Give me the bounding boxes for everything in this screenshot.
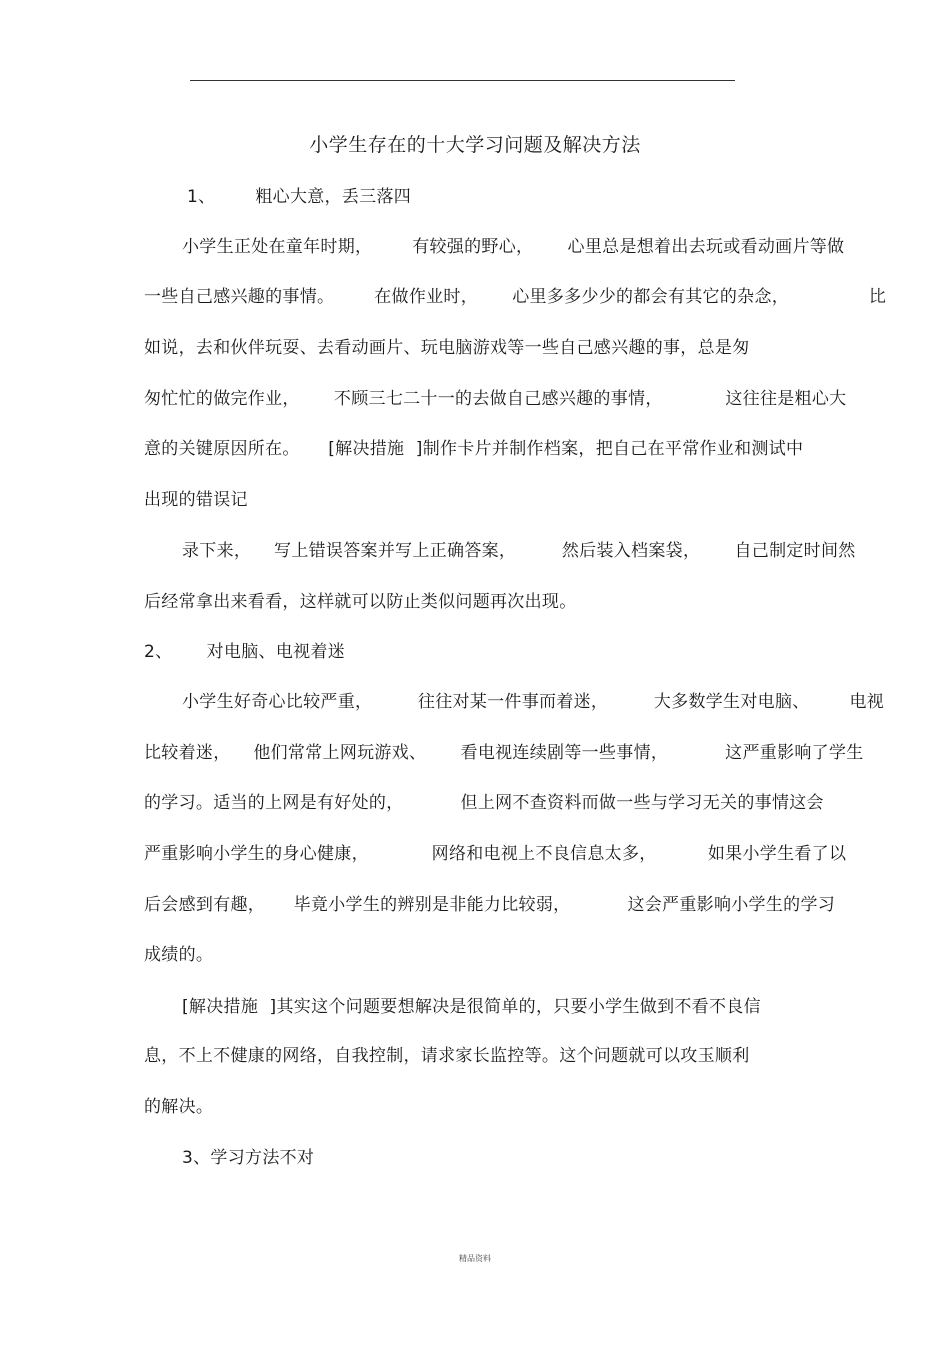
section-2-heading: 2、 对电脑、电视着迷 (144, 642, 346, 662)
paragraph-line: 一些自己感兴趣的事情。 在做作业时， 心里多多少少的都会有其它的杂念， 比 (144, 287, 887, 307)
paragraph-line: 出现的错误记 (144, 490, 248, 510)
paragraph-line: 后经常拿出来看看，这样就可以防止类似问题再次出现。 (144, 592, 577, 612)
paragraph-line: 意的关键原因所在。 [解决措施 ]制作卡片并制作档案，把自己在平常作业和测试中 (144, 439, 804, 459)
paragraph-line: 后会感到有趣， 毕竟小学生的辨别是非能力比较弱， 这会严重影响小学生的学习 (144, 895, 836, 915)
paragraph-line: 匆忙忙的做完作业， 不顾三七二十一的去做自己感兴趣的事情， 这往往是粗心大 (144, 389, 847, 409)
paragraph-line: 息，不上不健康的网络，自我控制，请求家长监控等。这个问题就可以攻玉顺利 (144, 1046, 750, 1066)
paragraph-line: 的学习。适当的上网是有好处的， 但上网不查资料而做一些与学习无关的事情这会 (144, 793, 824, 813)
paragraph-line: 的解决。 (144, 1097, 214, 1117)
document-title: 小学生存在的十大学习问题及解决方法 (309, 134, 641, 156)
section-3-heading: 3、学习方法不对 (182, 1148, 315, 1168)
paragraph-line: 严重影响小学生的身心健康， 网络和电视上不良信息太多， 如果小学生看了以 (144, 844, 847, 864)
paragraph-line: [解决措施 ]其实这个问题要想解决是很简单的，只要小学生做到不看不良信 (182, 997, 761, 1017)
section-1-heading: 1、 粗心大意，丢三落四 (187, 187, 412, 207)
paragraph-line: 小学生好奇心比较严重， 往往对某一件事而着迷， 大多数学生对电脑、 电视 (182, 692, 885, 712)
paragraph-line: 如说，去和伙伴玩耍、去看动画片、玩电脑游戏等一些自己感兴趣的事，总是匆 (144, 338, 750, 358)
paragraph-line: 小学生正处在童年时期， 有较强的野心， 心里总是想着出去玩或看动画片等做 (182, 237, 845, 257)
top-rule (190, 80, 735, 81)
paragraph-line: 录下来， 写上错误答案并写上正确答案， 然后装入档案袋， 自己制定时间然 (182, 541, 856, 561)
paragraph-line: 比较着迷， 他们常常上网玩游戏、 看电视连续剧等一些事情， 这严重影响了学生 (144, 743, 864, 763)
page-footer: 精品资料 (459, 1254, 491, 1263)
paragraph-line: 成绩的。 (144, 945, 214, 965)
